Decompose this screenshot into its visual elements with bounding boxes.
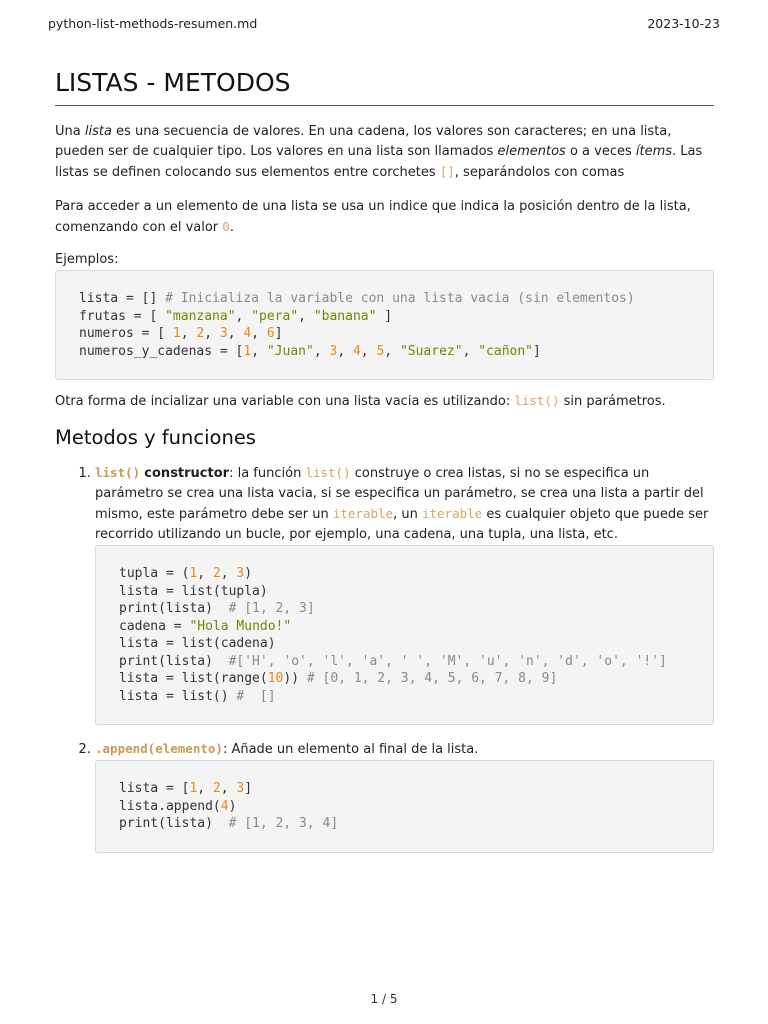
header-filename: python-list-methods-resumen.md bbox=[48, 16, 258, 31]
code-block-list-constructor: tupla = (1, 2, 3) lista = list(tupla) print(lista) # [1, 2, 3] cadena = "Hola Mundo!" lista = list(cadena) print(lista) #['H', 'o', 'l', 'a', ' ', 'M', 'u', 'n', 'd', 'o', '!'] lista = list(range(10)) # [0, 1, 2, 3, 4, 5, 6, 7, 8, 9] lista = list() # [] bbox=[95, 545, 714, 725]
methods-list bbox=[55, 463, 714, 853]
code-block-examples: lista = [] # Inicializa la variable con una lista vacia (sin elementos) frutas = [ "manzana", "pera", "banana" ] numeros = [ 1, 2, 3, 4, 6] numeros_y_cadenas = [1, "Juan", 3, 4, 5, "Suarez", "cañon"] bbox=[55, 270, 714, 380]
document-content bbox=[55, 68, 714, 853]
empty-list-paragraph: Otra forma de incializar una variable con una lista vacia es utilizando: list() sin parámetros. bbox=[55, 393, 666, 409]
section-heading: Metodos y funciones bbox=[55, 426, 256, 449]
code-block-append: lista = [1, 2, 3] lista.append(4) print(lista) # [1, 2, 3, 4] bbox=[95, 760, 714, 853]
list-item bbox=[95, 463, 714, 725]
header-date: 2023-10-23 bbox=[647, 16, 720, 31]
page-number: 1 / 5 bbox=[370, 992, 398, 1006]
index-paragraph: Para acceder a un elemento de una lista se usa un indice que indica la posición dentro de la lista, comenzando con el valor 0. bbox=[55, 199, 691, 235]
examples-label: Ejemplos: bbox=[55, 252, 119, 267]
list-item bbox=[95, 739, 714, 853]
list-constructor-description: 1. list() constructor: la función list() construye o crea listas, si no se especifica un parámetro se crea una lista vacia, si se especifica un parámetro, se crea una lista a partir del mismo, este parámetro debe ser un iterable, un iterable es cualquier objeto que puede ser recorrido utilizando un bucle, por ejemplo, una cadena, una tupla, una lista, etc. bbox=[95, 465, 709, 542]
page-title: LISTAS - METODOS bbox=[55, 68, 714, 106]
intro-paragraph: Una lista es una secuencia de valores. En una cadena, los valores son caracteres; en una lista, pueden ser de cualquier tipo. Los valores en una lista son llamados elementos o a veces ítems. Las listas se definen colocando sus elementos entre corchetes [], separándolos con comas bbox=[55, 124, 703, 180]
append-description: 2. .append(elemento): Añade un elemento al final de la lista. bbox=[95, 741, 479, 757]
